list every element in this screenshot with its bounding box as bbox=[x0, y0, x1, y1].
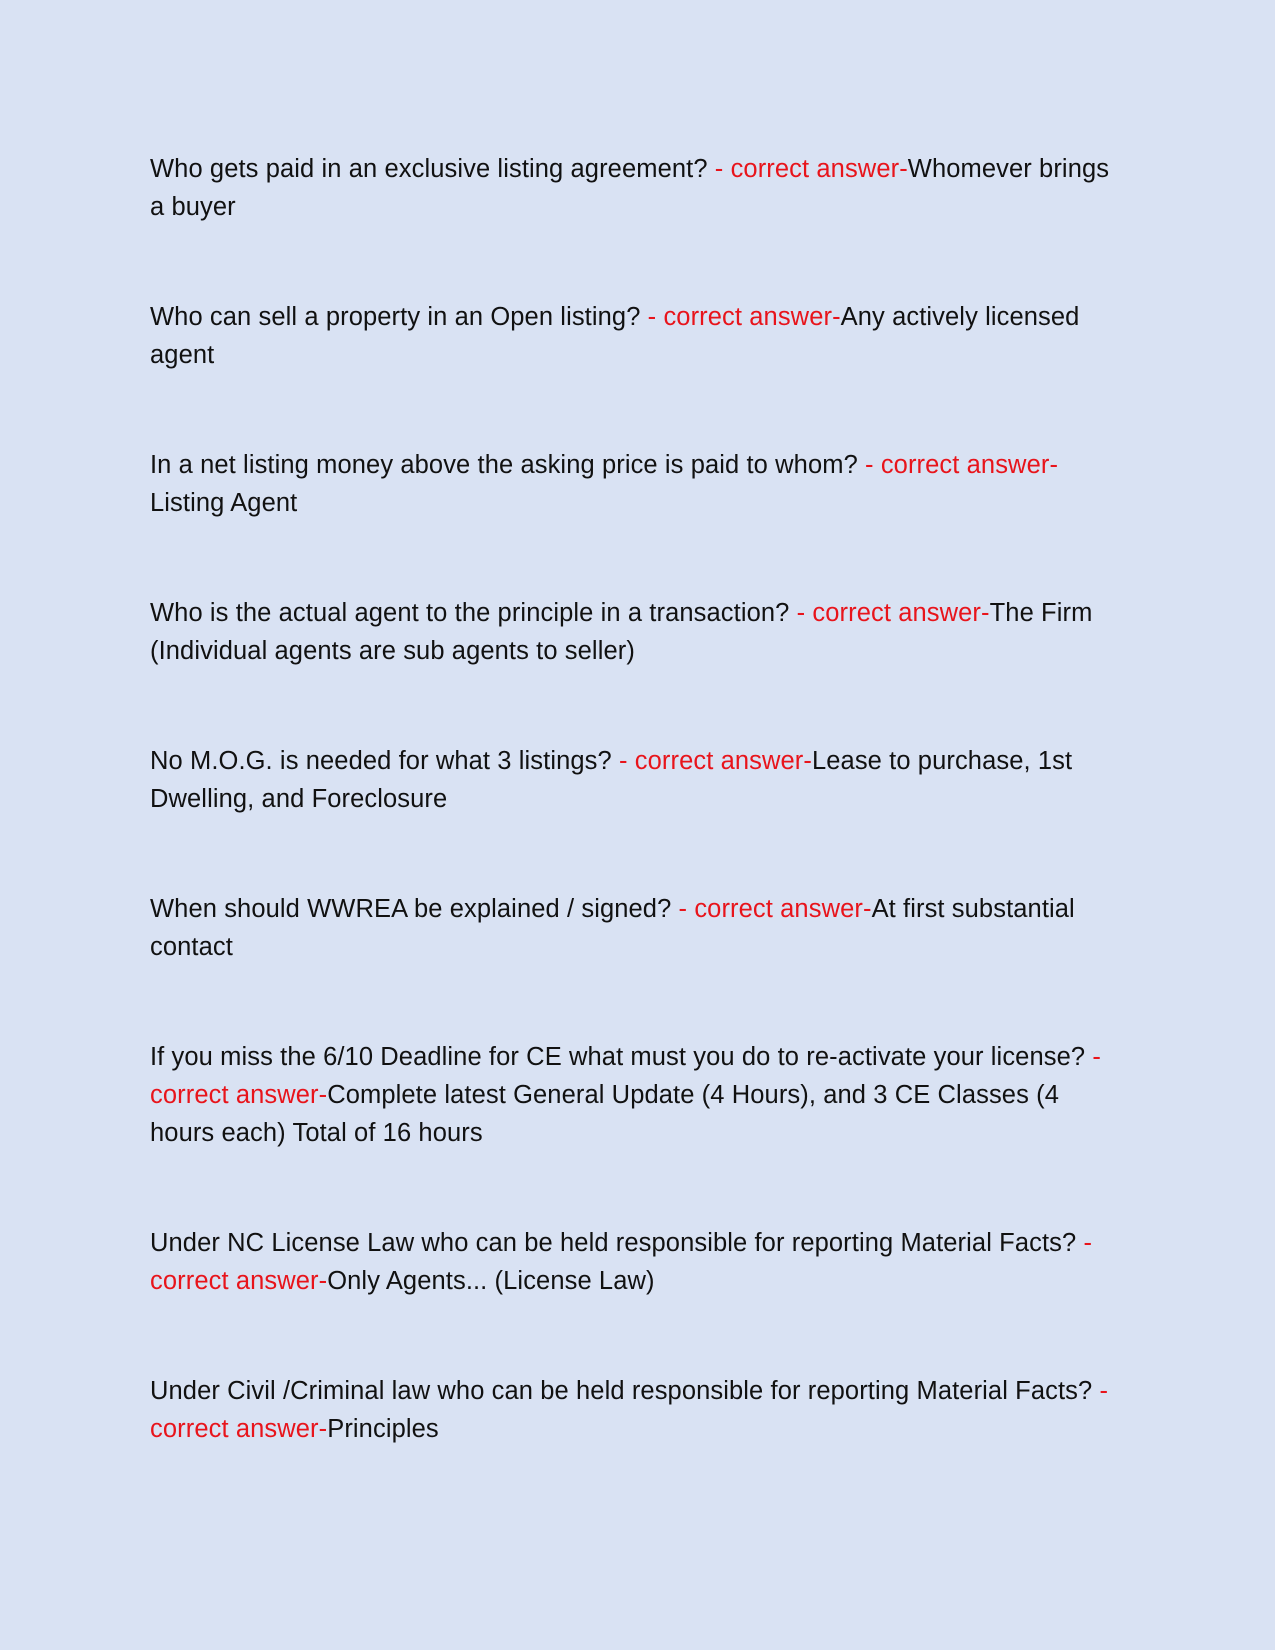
qa-item bbox=[150, 1224, 1130, 1300]
qa-item bbox=[150, 1372, 1130, 1448]
correct-answer-marker: - correct answer- bbox=[150, 1043, 1101, 1109]
qa-item bbox=[150, 150, 1130, 226]
answer-text: Listing Agent bbox=[150, 489, 298, 517]
answer-text: Complete latest General Update (4 Hours), and 3 CE Classes (4 hours each) Total of 16 hours bbox=[150, 1081, 1059, 1147]
correct-answer-marker: - correct answer- bbox=[640, 303, 841, 331]
answer-text: At first substantial contact bbox=[150, 895, 1075, 961]
answer-text: Only Agents... (License Law) bbox=[327, 1267, 655, 1295]
correct-answer-marker: - correct answer- bbox=[789, 599, 990, 627]
question-text: No M.O.G. is needed for what 3 listings? bbox=[150, 747, 612, 775]
question-text: Who can sell a property in an Open listing? bbox=[150, 303, 641, 331]
answer-text: Lease to purchase, 1st Dwelling, and Foreclosure bbox=[150, 747, 1073, 813]
answer-text: Whomever brings a buyer bbox=[150, 155, 1110, 221]
question-text: When should WWREA be explained / signed? bbox=[150, 895, 672, 923]
qa-item bbox=[150, 446, 1130, 522]
question-text: In a net listing money above the asking price is paid to whom? bbox=[150, 451, 858, 479]
correct-answer-marker: - correct answer- bbox=[150, 1377, 1109, 1443]
answer-text: The Firm (Individual agents are sub agents to seller) bbox=[150, 599, 1093, 665]
correct-answer-marker: - correct answer- bbox=[671, 895, 872, 923]
qa-item bbox=[150, 594, 1130, 670]
question-text: If you miss the 6/10 Deadline for CE what must you do to re-activate your license? bbox=[150, 1043, 1086, 1071]
qa-item bbox=[150, 742, 1130, 818]
answer-text: Any actively licensed agent bbox=[150, 303, 1080, 369]
qa-item bbox=[150, 1038, 1130, 1152]
correct-answer-marker: - correct answer- bbox=[611, 747, 812, 775]
question-text: Under Civil /Criminal law who can be held responsible for reporting Material Facts? bbox=[150, 1377, 1093, 1405]
question-text: Who is the actual agent to the principle in a transaction? bbox=[150, 599, 790, 627]
qa-list bbox=[150, 150, 1130, 1520]
answer-text: Principles bbox=[327, 1415, 439, 1443]
correct-answer-marker: - correct answer- bbox=[707, 155, 908, 183]
qa-item bbox=[150, 890, 1130, 966]
question-text: Under NC License Law who can be held responsible for reporting Material Facts? bbox=[150, 1229, 1077, 1257]
correct-answer-marker: - correct answer- bbox=[857, 451, 1059, 479]
question-text: Who gets paid in an exclusive listing agreement? bbox=[150, 155, 708, 183]
qa-item bbox=[150, 298, 1130, 374]
correct-answer-marker: - correct answer- bbox=[150, 1229, 1093, 1295]
